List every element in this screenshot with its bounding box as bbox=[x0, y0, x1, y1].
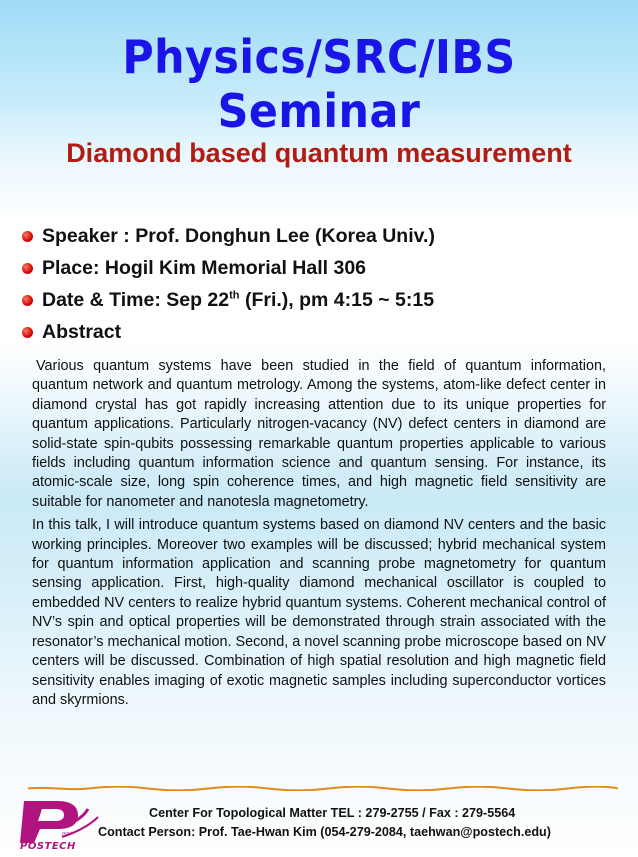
red-sphere-bullet-icon bbox=[22, 263, 33, 274]
speaker-text: Speaker : Prof. Donghun Lee (Korea Univ.) bbox=[42, 224, 435, 247]
abstract-label: Abstract bbox=[42, 320, 122, 343]
date-ordinal-suffix: th bbox=[229, 289, 240, 301]
footer-center-contact: Center For Topological Matter TEL : 279-2755 / Fax : 279-5564 bbox=[149, 806, 516, 820]
footer-divider bbox=[28, 786, 618, 791]
red-sphere-bullet-icon bbox=[22, 295, 33, 306]
postech-logo-text: POSTECH bbox=[20, 841, 76, 852]
seminar-series-title: Physics/SRC/IBS Seminar bbox=[122, 30, 516, 138]
info-item-speaker bbox=[22, 220, 435, 252]
footer-contact-person: Contact Person: Prof. Tae-Hwan Kim (054-279-2084, taehwan@postech.edu) bbox=[98, 825, 551, 839]
info-item-date-time bbox=[22, 284, 435, 316]
seminar-info-list bbox=[22, 220, 435, 348]
talk-title: Diamond based quantum measurement bbox=[66, 138, 572, 168]
info-item-abstract bbox=[22, 316, 435, 348]
info-item-place bbox=[22, 252, 435, 284]
date-time-text bbox=[42, 289, 434, 312]
abstract-paragraph-2: In this talk, I will introduce quantum systems based on diamond NV centers and the basic working principles. Moreover two examples will be discussed; hybrid mechanical system for quantum information application and scanning probe magnetometry for quantum sensing application. First, high-quality diamond mechanical oscillator is coupled to embedded NV centers to realize hybrid quantum systems. Coherent mechanical control of NV’s spin and optical properties will be demonstrated through strain associated with the resonator’s mechanical motion. Second, a novel scanning probe microscope based on NV centers will be discussed. Combination of high spatial resolution and high magnetic field sensitivity enables imaging of exotic magnetic samples including superconductor vortices and skyrmions. bbox=[32, 517, 606, 708]
place-text: Place: Hogil Kim Memorial Hall 306 bbox=[42, 256, 367, 279]
date-prefix: Date & Time: Sep 22 bbox=[42, 288, 230, 311]
red-sphere-bullet-icon bbox=[22, 327, 33, 338]
abstract-paragraph-1: Various quantum systems have been studied in the field of quantum information, quantum network and quantum metrology. Among the systems, atom-like defect center in diamond crystal has got rapidly increasing attention due to its unique properties for quantum applications. Particularly nitrogen-vacancy (NV) defect centers in diamond are solid-state spin-qubits possessing remarkable quantum properties applicable to various fields including quantum information science and quantum sensing. For instance, its atomic-scale size, long spin coherence times, and high magnetic field sensitivity are suitable for nanometer and nanotesla magnetometry. bbox=[32, 358, 606, 510]
abstract-body bbox=[32, 357, 606, 714]
red-sphere-bullet-icon bbox=[22, 231, 33, 242]
date-suffix: (Fri.), pm 4:15 ~ 5:15 bbox=[239, 288, 435, 311]
svg-text:ᵖᵒˢᵗ: ᵖᵒˢᵗ bbox=[62, 830, 73, 839]
